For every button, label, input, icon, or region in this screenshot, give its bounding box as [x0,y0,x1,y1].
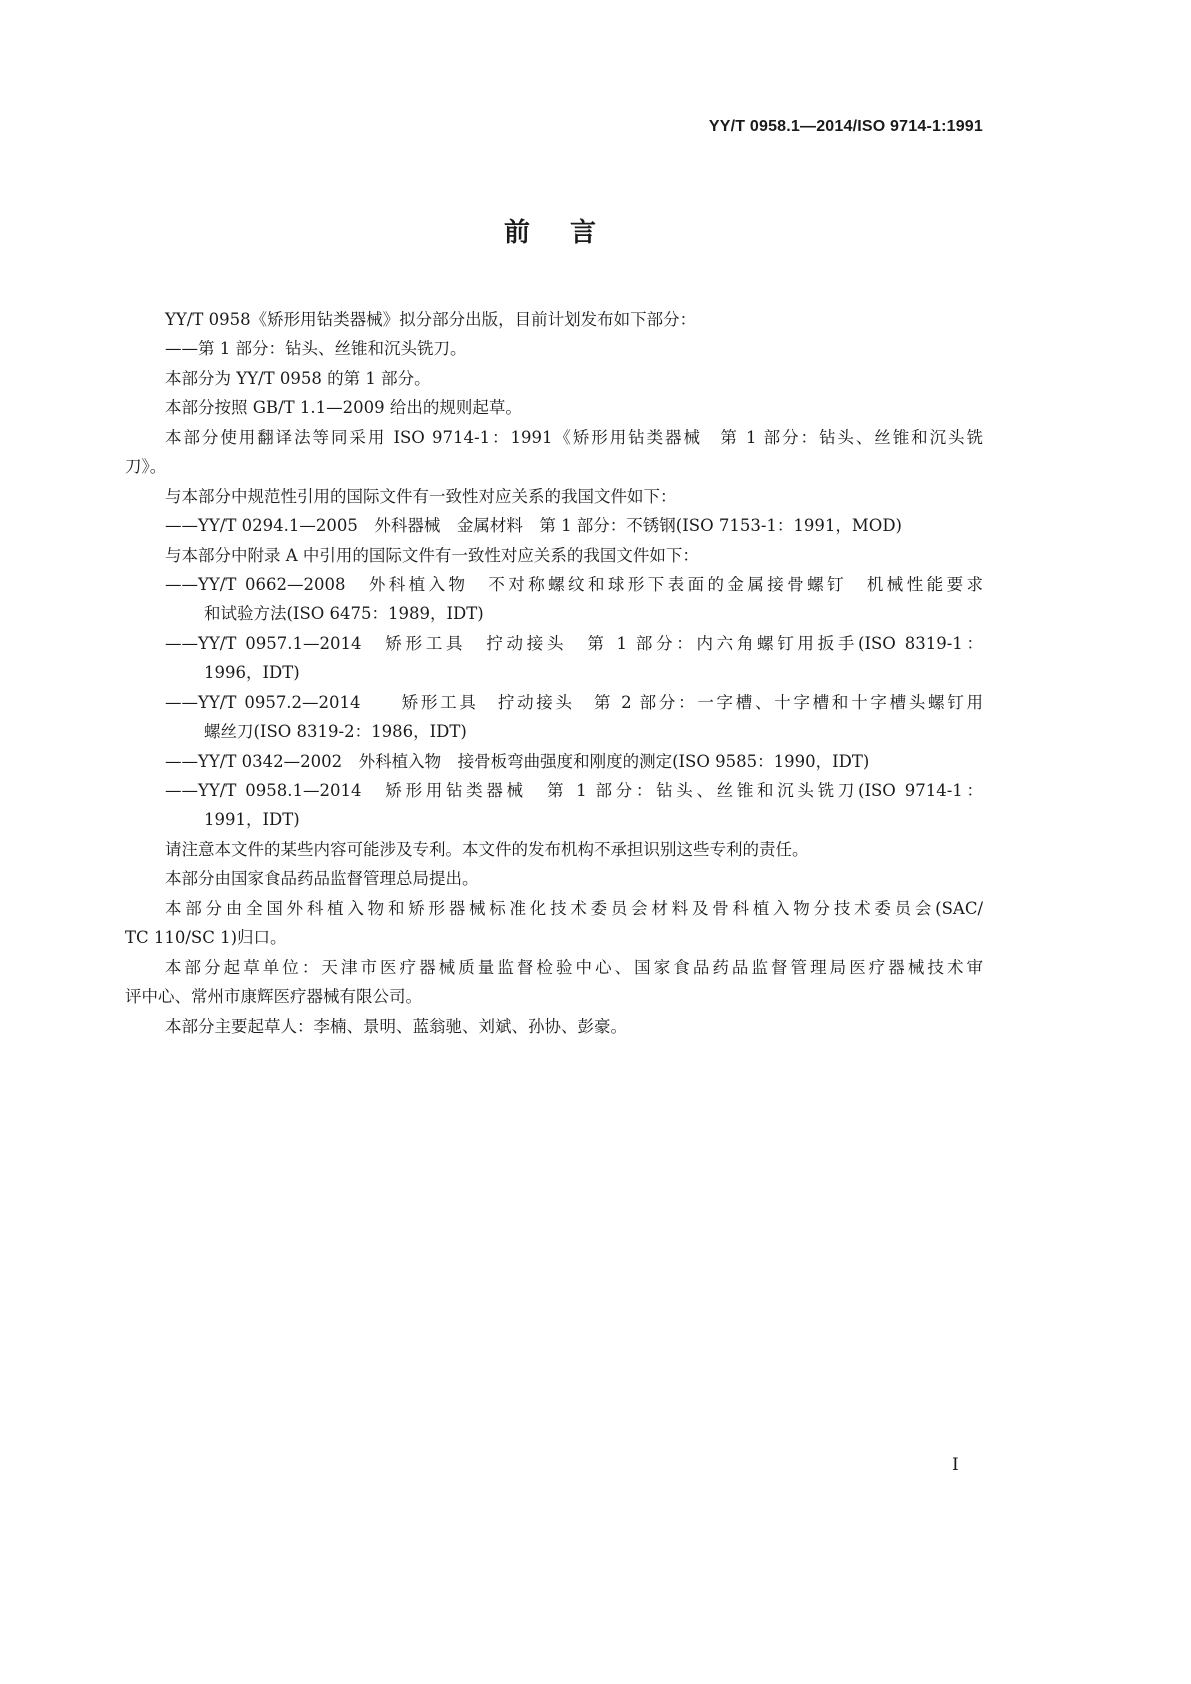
text-line: 本部分为 YY/T 0958 的第 1 部分。 [165,368,431,388]
text-line: 1996，IDT) [204,663,300,683]
text-line: 本部分由全国外科植入物和矫形器械标准化技术委员会材料及骨科植入物分技术委员会(SAC/ [165,898,983,918]
page-title: 前言 [503,218,636,248]
text-line: 刀》。 [125,457,167,477]
text-line: 与本部分中规范性引用的国际文件有一致性对应关系的我国文件如下： [165,486,677,506]
page-number: I [952,1455,959,1475]
text-line: 本部分按照 GB/T 1.1—2009 给出的规则起草。 [165,398,522,418]
foreword-body [125,305,983,1041]
text-line: 本部分由国家食品药品监督管理总局提出。 [165,869,479,889]
list-item-line: ——第 1 部分：钻头、丝锥和沉头铣刀。 [165,339,467,359]
list-item-line: ——YY/T 0957.1—2014 矫形工具 拧动接头 第 1 部分：内六角螺钉用扳手(ISO 8319-1： [165,633,983,653]
text-line: 1991，IDT) [204,810,300,830]
text-line: 本部分主要起草人：李楠、景明、蓝翁驰、刘斌、孙协、彭豪。 [165,1016,627,1036]
list-item-line: ——YY/T 0294.1—2005 外科器械 金属材料 第 1 部分：不锈钢(ISO 7153-1：1991，MOD) [165,516,902,536]
list-item-line: ——YY/T 0662—2008 外科植入物 不对称螺纹和球形下表面的金属接骨螺钉 机械性能要求 [165,574,983,594]
list-item-line: ——YY/T 0342—2002 外科植入物 接骨板弯曲强度和刚度的测定(ISO 9585：1990，IDT) [165,751,870,771]
text-line: 和试验方法(ISO 6475：1989，IDT) [204,604,484,624]
text-line: 螺丝刀(ISO 8319-2：1986，IDT) [204,722,467,742]
text-line: TC 110/SC 1)归口。 [125,928,287,948]
list-item-line: ——YY/T 0958.1—2014 矫形用钻类器械 第 1 部分：钻头、丝锥和沉头铣刀(ISO 9714-1： [165,781,983,800]
standard-number-header: YY/T 0958.1—2014/ISO 9714-1:1991 [708,118,983,135]
text-line: 本部分起草单位：天津市医疗器械质量监督检验中心、国家食品药品监督管理局医疗器械技术审 [165,957,983,977]
list-item-line: ——YY/T 0957.2—2014 矫形工具 拧动接头 第 2 部分：一字槽、十字槽和十字槽头螺钉用 [165,692,983,712]
text-line: 请注意本文件的某些内容可能涉及专利。本文件的发布机构不承担识别这些专利的责任。 [165,839,809,859]
text-line: YY/T 0958《矫形用钻类器械》拟分部分出版，目前计划发布如下部分： [165,310,697,329]
text-line: 本部分使用翻译法等同采用 ISO 9714-1：1991《矫形用钻类器械 第 1 部分：钻头、丝锥和沉头铣 [165,427,983,447]
text-line: 与本部分中附录 A 中引用的国际文件有一致性对应关系的我国文件如下： [165,545,699,565]
text-line: 评中心、常州市康辉医疗器械有限公司。 [125,987,422,1007]
